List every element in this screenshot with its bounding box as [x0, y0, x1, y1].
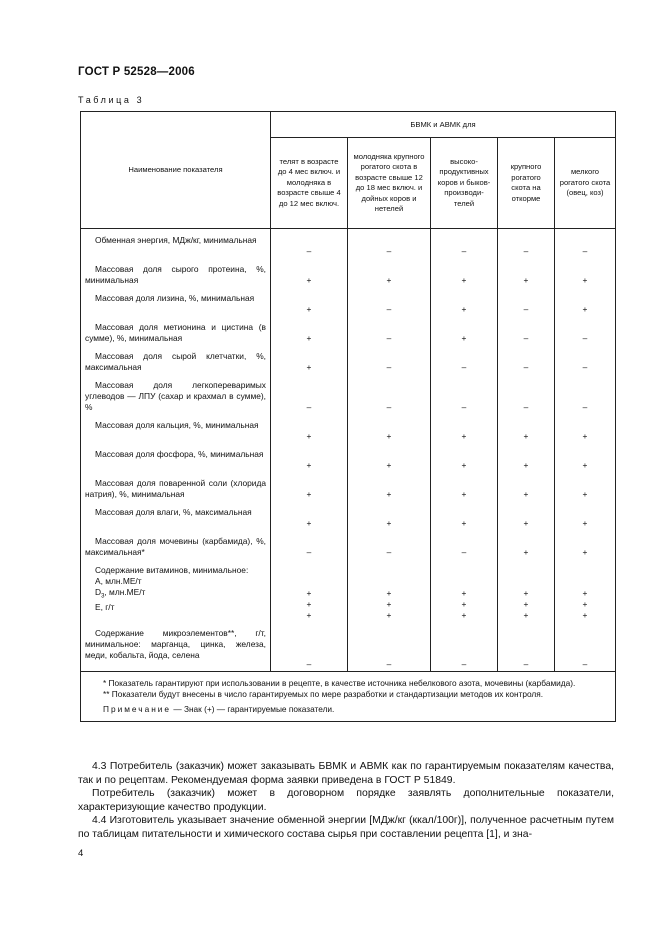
cell-mark: +	[431, 258, 498, 287]
cell-mark: –	[271, 622, 348, 672]
cell-mark: +	[582, 598, 588, 609]
vitamin-a-label: А, млн.МЕ/т	[95, 575, 142, 586]
cell-mark: +	[271, 258, 348, 287]
row-name: Массовая доля мочевины (карбамида), %, максимальная*	[81, 530, 271, 559]
table-notes	[81, 672, 616, 722]
cell-mark: –	[498, 287, 555, 316]
cell-mark: +	[498, 443, 555, 472]
cell-mark: +	[306, 598, 312, 609]
cell-mark-group	[348, 559, 431, 622]
cell-mark: –	[348, 287, 431, 316]
table-caption: Таблица 3	[78, 95, 145, 105]
cell-mark: +	[431, 501, 498, 530]
cell-mark: +	[271, 287, 348, 316]
cell-mark: +	[348, 258, 431, 287]
cell-mark: –	[555, 622, 616, 672]
cell-mark: +	[555, 443, 616, 472]
cell-mark: +	[431, 414, 498, 443]
cell-mark: +	[271, 316, 348, 345]
cell-mark: –	[555, 316, 616, 345]
cell-mark: +	[431, 472, 498, 501]
col-header-young-cattle: молодняка крупного рогатого скота в возрасте свыше 12 до 18 мес включ. и дойных коров и нетелей	[348, 138, 431, 229]
row-name: Массовая доля поваренной соли (хлорида натрия), %, минимальная	[81, 472, 271, 501]
col-group-header: БВМК и АВМК для	[271, 112, 616, 138]
cell-mark: +	[498, 414, 555, 443]
col-header-calves: телят в возрасте до 4 мес включ. и молодняка в возрасте свыше 4 до 12 мес включ.	[271, 138, 348, 229]
cell-mark: +	[348, 501, 431, 530]
cell-mark: +	[348, 472, 431, 501]
cell-mark: +	[555, 530, 616, 559]
cell-mark: +	[431, 443, 498, 472]
row-name: Массовая доля сырого протеина, %, минимальная	[81, 258, 271, 287]
col-header-high-productive: высоко-продуктивных коров и быков-производи-телей	[431, 138, 498, 229]
table-notes-row	[81, 672, 616, 722]
note-label: Примечание	[103, 703, 172, 714]
cell-mark: –	[348, 229, 431, 258]
cell-mark: –	[431, 345, 498, 374]
table-row	[81, 374, 616, 414]
col-header-fattening: крупного рогатого скота на откорме	[498, 138, 555, 229]
cell-mark: –	[431, 374, 498, 414]
cell-mark: +	[461, 598, 467, 609]
cell-mark: –	[348, 316, 431, 345]
cell-mark: +	[386, 598, 392, 609]
note-text: — Знак (+) — гарантируемые показатели.	[171, 703, 335, 714]
row-name: Массовая доля метионина и цистина (в сумме), %, минимальная	[81, 316, 271, 345]
cell-mark: –	[431, 229, 498, 258]
cell-mark: –	[498, 229, 555, 258]
vitamin-d3-label: $D_3$, млн.МЕ/т	[95, 586, 146, 600]
table-row	[81, 501, 616, 530]
cell-mark: +	[271, 472, 348, 501]
cell-mark: +	[348, 414, 431, 443]
cell-mark: +	[555, 472, 616, 501]
row-name: Массовая доля сырой клетчатки, %, максимальная	[81, 345, 271, 374]
cell-mark-group	[271, 559, 348, 622]
cell-mark: +	[306, 609, 312, 620]
table-row	[81, 258, 616, 287]
cell-mark: +	[461, 587, 467, 598]
table-row	[81, 530, 616, 559]
cell-mark: –	[498, 374, 555, 414]
vitamin-e-label: Е, г/т	[95, 602, 115, 613]
row-name: Обменная энергия, МДж/кг, минимальная	[81, 229, 271, 258]
cell-mark: +	[498, 472, 555, 501]
cell-mark: +	[498, 501, 555, 530]
col-header-name: Наименование показателя	[81, 112, 271, 229]
cell-mark: –	[555, 229, 616, 258]
cell-mark: +	[582, 587, 588, 598]
paragraph: 4.4 Изготовитель указывает значение обменной энергии [МДж/кг (ккал/100г)], полученное расчетным путем по таблицам питательности и химического состава сырья при составлении рецепта [1], и зна-	[78, 815, 614, 840]
table-row	[81, 229, 616, 258]
cell-mark: –	[348, 530, 431, 559]
cell-mark: –	[348, 345, 431, 374]
indicators-table	[80, 111, 616, 722]
cell-mark: –	[271, 229, 348, 258]
cell-mark: –	[348, 622, 431, 672]
paragraph: Потребитель (заказчик) может в договорном порядке заявлять дополнительные показатели, характеризующие качество продукции.	[78, 788, 614, 813]
document-header: ГОСТ Р 52528—2006	[78, 66, 195, 78]
row-name: Массовая доля влаги, %, максимальная	[81, 501, 271, 530]
cell-mark: +	[271, 501, 348, 530]
table-row-vitamins	[81, 559, 616, 622]
table-row	[81, 443, 616, 472]
cell-mark: +	[523, 587, 529, 598]
cell-mark: –	[555, 374, 616, 414]
cell-mark: +	[348, 443, 431, 472]
paragraph: 4.3 Потребитель (заказчик) может заказывать БВМК и АВМК как по гарантируемым показателям качества, так и по рецептам. Рекомендуемая форма заявки приведена в ГОСТ Р 51849.	[78, 761, 614, 786]
cell-mark: –	[555, 345, 616, 374]
row-name: Массовая доля лизина, %, минимальная	[81, 287, 271, 316]
cell-mark: +	[271, 414, 348, 443]
table-row	[81, 316, 616, 345]
cell-mark: –	[431, 622, 498, 672]
cell-mark: +	[306, 587, 312, 598]
cell-mark: +	[582, 609, 588, 620]
row-name: Массовая доля фосфора, %, минимальная	[81, 443, 271, 472]
body-text	[78, 760, 614, 842]
cell-mark: –	[498, 622, 555, 672]
cell-mark: +	[386, 587, 392, 598]
cell-mark: –	[498, 316, 555, 345]
cell-mark: –	[271, 530, 348, 559]
cell-mark: +	[431, 287, 498, 316]
table-row	[81, 472, 616, 501]
cell-mark: +	[555, 287, 616, 316]
cell-mark: –	[431, 530, 498, 559]
cell-mark: –	[498, 345, 555, 374]
footnote: ** Показатели будут внесены в число гарантируемых по мере разработки и стандартизации методов их контроля.	[103, 689, 544, 700]
col-header-small-cattle: мелкого рогатого скота (овец, коз)	[555, 138, 616, 229]
cell-mark: +	[523, 598, 529, 609]
vitamins-title: Содержание витаминов, минимальное:	[95, 564, 249, 575]
cell-mark: +	[386, 609, 392, 620]
cell-mark-group	[555, 559, 616, 622]
cell-mark: +	[498, 530, 555, 559]
table-row-microelements	[81, 622, 616, 672]
row-name: Массовая доля легкопереваримых углеводов — ЛПУ (сахар и крахмал в сумме), %	[81, 374, 271, 414]
cell-mark: +	[555, 501, 616, 530]
cell-mark: +	[555, 258, 616, 287]
cell-mark: +	[498, 258, 555, 287]
vitamins-cell	[81, 559, 271, 622]
cell-mark: +	[523, 609, 529, 620]
table-row	[81, 414, 616, 443]
cell-mark: +	[431, 316, 498, 345]
table-row	[81, 287, 616, 316]
row-name: Массовая доля кальция, %, минимальная	[81, 414, 271, 443]
cell-mark: +	[461, 609, 467, 620]
row-name: Содержание микроэлементов**, г/т, минимальное: марганца, цинка, железа, меди, кобальта, йода, селена	[81, 622, 271, 672]
table-note	[89, 704, 607, 715]
cell-mark: –	[348, 374, 431, 414]
cell-mark: +	[555, 414, 616, 443]
footnote: * Показатель гарантируют при использовании в рецепте, в качестве источника небелкового азота, мочевины (карбамида).	[103, 678, 576, 688]
page-number: 4	[78, 848, 84, 859]
cell-mark: –	[271, 374, 348, 414]
cell-mark-group	[431, 559, 498, 622]
cell-mark: +	[271, 443, 348, 472]
cell-mark: +	[271, 345, 348, 374]
table-row	[81, 345, 616, 374]
cell-mark-group	[498, 559, 555, 622]
